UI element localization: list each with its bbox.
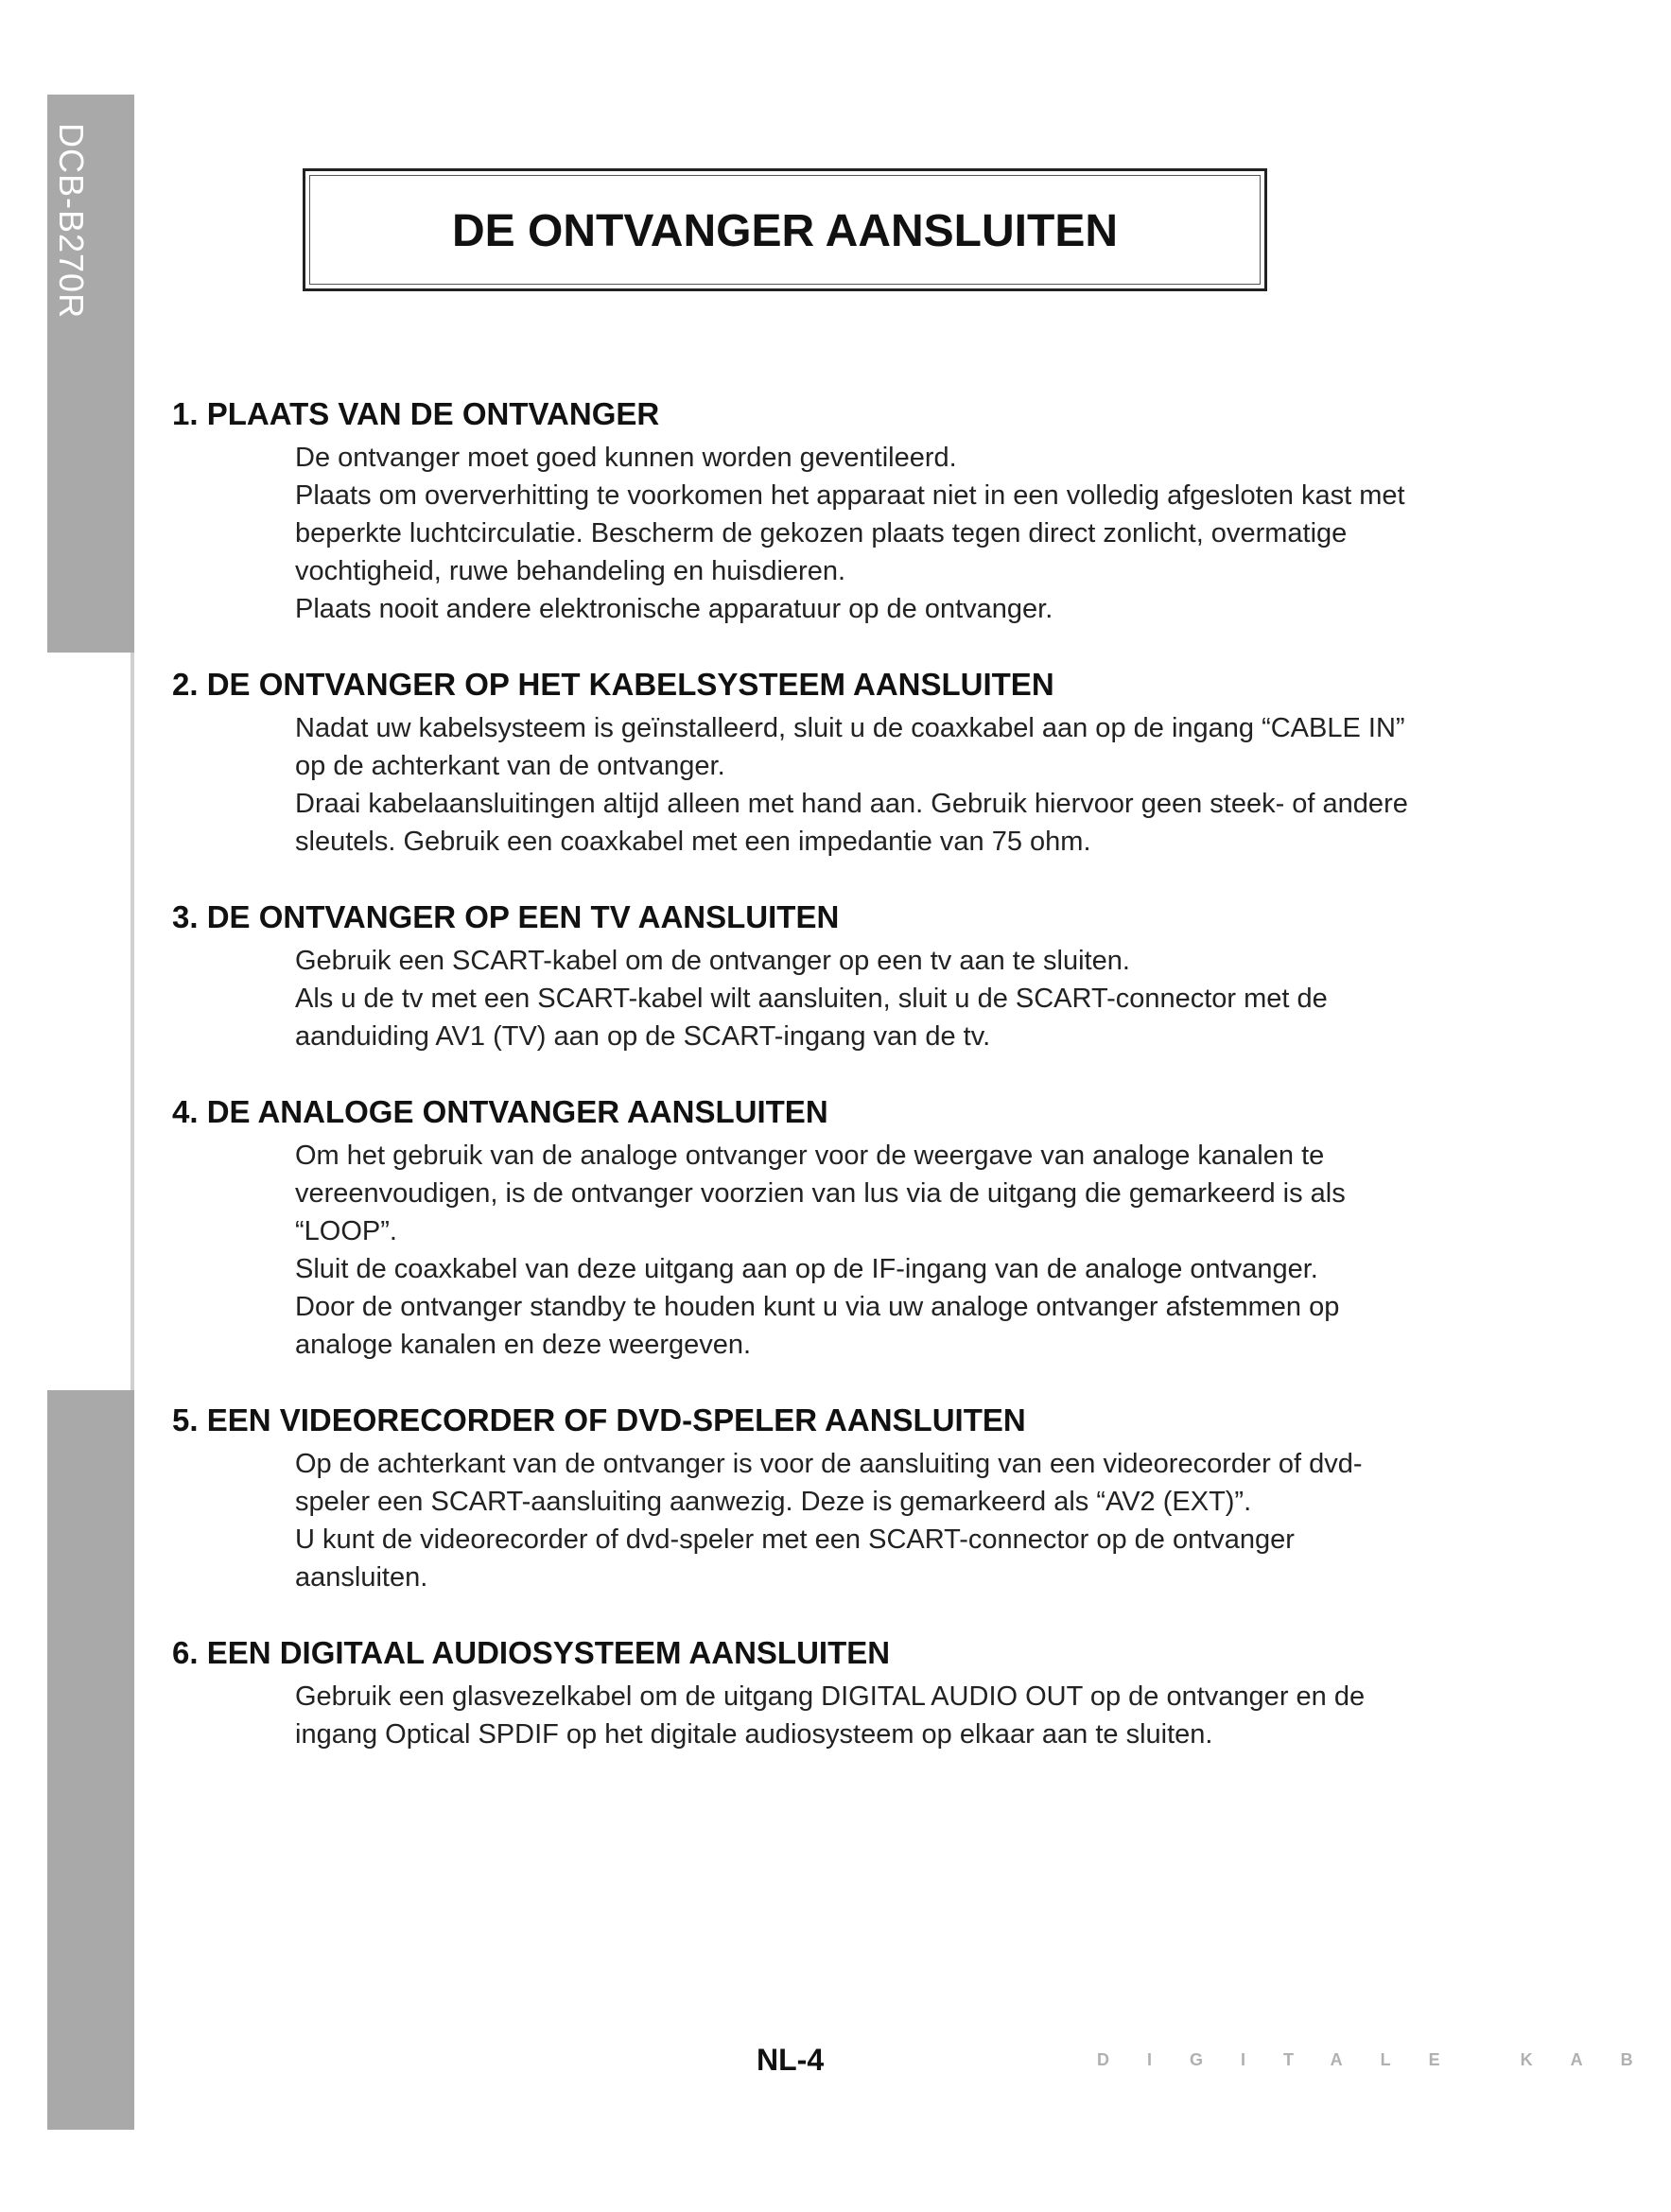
section-paragraph: Plaats nooit andere elektronische apparatuur op de ontvanger. (295, 594, 1053, 624)
section-heading: 4. DE ANALOGE ONTVANGER AANSLUITEN (172, 1094, 828, 1129)
content (172, 395, 1430, 1791)
section-paragraph: De ontvanger moet goed kunnen worden geventileerd. (295, 443, 957, 473)
section-heading: 1. PLAATS VAN DE ONTVANGER (172, 396, 660, 431)
title-box (303, 168, 1267, 291)
section-heading: 5. EEN VIDEORECORDER OF DVD-SPELER AANSLUITEN (172, 1402, 1026, 1437)
section-digital-audio (172, 1634, 1430, 1753)
section-paragraph: Draai kabelaansluitingen altijd alleen met hand aan. Gebruik hiervoor geen steek- of andere sleutels. Gebruik een coaxkabel met een impedantie van 75 ohm. (295, 789, 1408, 857)
section-paragraph: Nadat uw kabelsysteem is geïnstalleerd, sluit u de coaxkabel aan op de ingang “CABLE IN” op de achterkant van de ontvanger. (295, 713, 1405, 781)
section-cable-system (172, 666, 1430, 861)
section-tv (172, 898, 1430, 1055)
sidebar-tab-bottom (47, 1390, 134, 2130)
page-title: DE ONTVANGER AANSLUITEN (451, 206, 1118, 256)
footer-brand: DIGITALE KAB (1097, 2050, 1671, 2069)
section-paragraph: Om het gebruik van de analoge ontvanger voor de weergave van analoge kanalen te vereenvoudigen, is de ontvanger voorzien van lus via de uitgang die gemarkeerd is als “LOOP”. (295, 1141, 1346, 1246)
page-number: NL-4 (757, 2043, 825, 2077)
section-paragraph: Gebruik een SCART-kabel om de ontvanger op een tv aan te sluiten. (295, 946, 1130, 976)
section-heading: 3. DE ONTVANGER OP EEN TV AANSLUITEN (172, 899, 840, 934)
section-paragraph: Sluit de coaxkabel van deze uitgang aan op de IF-ingang van de analoge ontvanger. (295, 1254, 1318, 1284)
section-placement (172, 395, 1430, 628)
section-analog-receiver (172, 1093, 1430, 1364)
section-paragraph: Gebruik een glasvezelkabel om de uitgang DIGITAL AUDIO OUT op de ontvanger en de ingang Optical SPDIF op het digitale audiosysteem op elkaar aan te sluiten. (295, 1681, 1366, 1750)
section-heading: 6. EEN DIGITAAL AUDIOSYSTEEM AANSLUITEN (172, 1635, 891, 1670)
section-video-recorder (172, 1402, 1430, 1596)
section-paragraph: Als u de tv met een SCART-kabel wilt aansluiten, sluit u de SCART-connector met de aanduiding AV1 (TV) aan op de SCART-ingang van de tv. (295, 984, 1328, 1052)
section-paragraph: U kunt de videorecorder of dvd-speler met een SCART-connector op de ontvanger aansluiten. (295, 1524, 1295, 1593)
sidebar-divider (131, 653, 134, 1390)
section-heading: 2. DE ONTVANGER OP HET KABELSYSTEEM AANSLUITEN (172, 667, 1054, 702)
section-paragraph: Plaats om oververhitting te voorkomen het apparaat niet in een volledig afgesloten kast met beperkte luchtcirculatie. Bescherm de gekozen plaats tegen direct zonlicht, overmatige vochtigheid, ruwe behandeling en huisdieren. (295, 480, 1405, 586)
section-paragraph: Op de achterkant van de ontvanger is voor de aansluiting van een videorecorder of dvd-speler een SCART-aansluiting aanwezig. Deze is gemarkeerd als “AV2 (EXT)”. (295, 1449, 1363, 1517)
section-paragraph: Door de ontvanger standby te houden kunt u via uw analoge ontvanger afstemmen op analoge kanalen en deze weergeven. (295, 1292, 1340, 1360)
model-label: DCB-B270R (52, 123, 91, 320)
